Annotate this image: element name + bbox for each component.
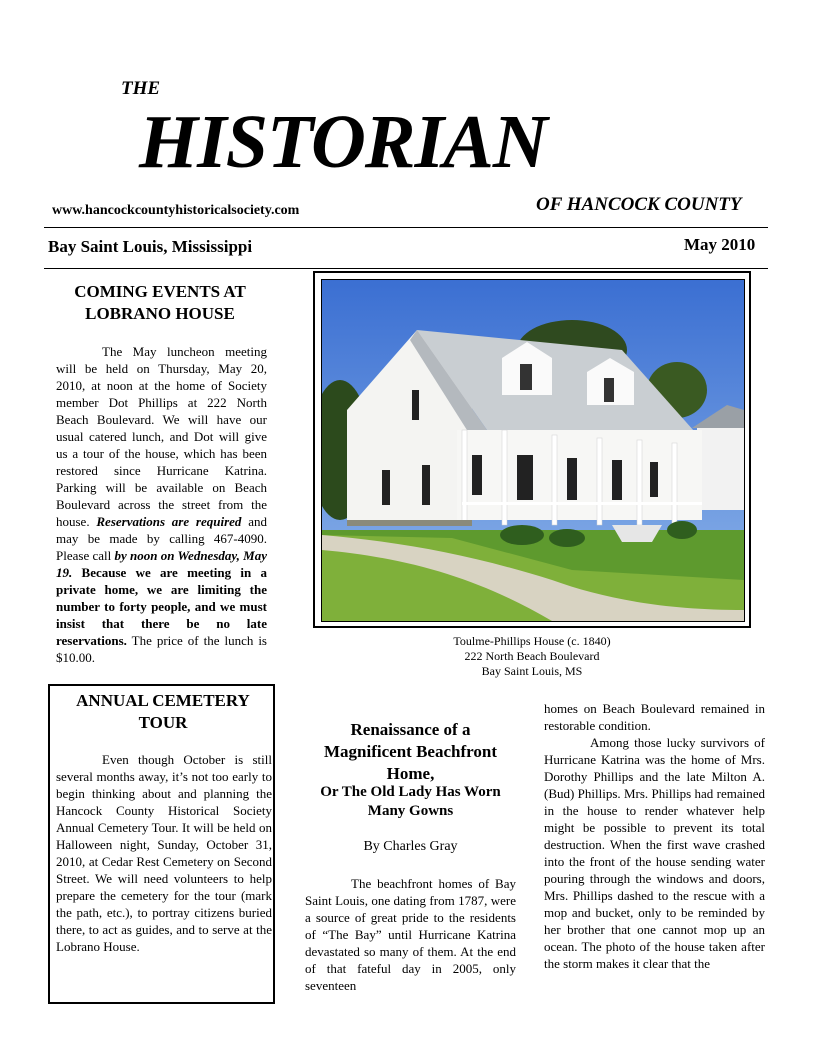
- renaissance-heading-line2: Magnificent Beachfront: [324, 742, 497, 761]
- events-article: [56, 343, 267, 666]
- dateline-city: Bay Saint Louis, Mississippi: [48, 237, 253, 256]
- renaissance-subtitle-line2: Many Gowns: [367, 803, 454, 819]
- tour-heading: [58, 690, 268, 734]
- tour-article: [56, 751, 272, 955]
- house-illustration: [322, 280, 744, 621]
- renaissance-subtitle-line1: Or The Old Lady Has Worn: [320, 784, 501, 800]
- tour-heading-line2: TOUR: [138, 713, 188, 732]
- events-heading-line1: COMING EVENTS AT: [74, 282, 246, 301]
- photo-caption-line2: 222 North Beach Boulevard: [464, 649, 600, 663]
- events-price: The price of the lunch is $10.00.: [56, 633, 267, 665]
- events-heading-line2: LOBRANO HOUSE: [85, 304, 235, 323]
- issue-date: May 2010: [684, 235, 756, 254]
- masthead-rule-bottom: [44, 268, 768, 269]
- events-heading: [52, 281, 268, 325]
- tour-heading-line1: ANNUAL CEMETERY: [76, 691, 250, 710]
- renaissance-article: [305, 875, 516, 994]
- website-url[interactable]: www.hancockcountyhistoricalsociety.com: [52, 203, 300, 218]
- renaissance-byline: By Charles Gray: [363, 839, 458, 854]
- renaissance-paragraph-1: The beachfront homes of Bay Saint Louis, one dating from 1787, were a source of great pride to the residents of “The Bay” until Hurricane Katrina devastated so many of them. At the end of that fateful day in 2005, only seventeen: [305, 876, 516, 993]
- renaissance-heading-line3: Home,: [386, 764, 435, 783]
- events-paragraph-2: and may be made by calling 467-4090. Please call: [56, 514, 267, 563]
- tour-paragraph: Even though October is still several months away, it’s not too early to begin thinking about and planning the Hancock County Historical Society Annual Cemetery Tour. It will be held on Halloween night, Sunday, October 31, 2010, at Cedar Rest Cemetery on Second Street. We will need volunteers to help prepare the cemetery for the tour (mark the path, etc.), to portray citizens buried there, to act as guides, and to serve at the Lobrano House.: [56, 752, 272, 954]
- events-bold-note: Because we are meeting in a private home, we are limiting the number to forty people, and we must insist that there be no late reservations.: [56, 565, 268, 648]
- renaissance-article-continued: [544, 700, 765, 972]
- house-photo-frame: [313, 271, 751, 628]
- masthead-the: THE: [121, 78, 161, 99]
- events-deadline: by noon on Wednesday, May 19.: [56, 548, 267, 580]
- events-reservations-note: Reservations are required: [96, 514, 242, 529]
- events-paragraph-1: The May luncheon meeting will be held on Thursday, May 20, 2010, at noon at the home of Society member Dot Phillips at 222 North Beach Boulevard. We will have our usual catered lunch, and Dot will give us a tour of the house, which has been restored since Hurricane Katrina. Parking will be available on Beach Boulevard across the street from the house.: [56, 344, 267, 529]
- photo-caption-line3: Bay Saint Louis, MS: [481, 664, 583, 678]
- renaissance-heading-line1: Renaissance of a: [350, 720, 471, 739]
- house-photo: [321, 279, 745, 622]
- masthead-title: HISTORIAN: [139, 100, 547, 184]
- masthead-county: OF HANCOCK COUNTY: [536, 194, 742, 215]
- renaissance-heading: [303, 719, 518, 785]
- photo-caption-line1: Toulme-Phillips House (c. 1840): [453, 634, 611, 648]
- renaissance-paragraph-cont: homes on Beach Boulevard remained in restorable condition.: [544, 701, 765, 733]
- renaissance-paragraph-2: Among those lucky survivors of Hurricane Katrina was the home of Mrs. Dorothy Phillips and the late Milton A. (Bud) Phillips. Mrs. Phillips had remained in the house to render whatever help might be possible to prevent its total destruction. When the first wave crashed into the front of the house sending water pouring through the windows and doors, Mrs. Phillips dashed to the rescue with a mop and bucket, only to be reminded by her brother that one cannot mop up an ocean. The photo of the house taken after the storm makes it clear that the: [544, 735, 765, 971]
- photo-caption: [313, 634, 751, 679]
- masthead-rule-top: [44, 227, 768, 228]
- renaissance-subtitle: [303, 783, 518, 821]
